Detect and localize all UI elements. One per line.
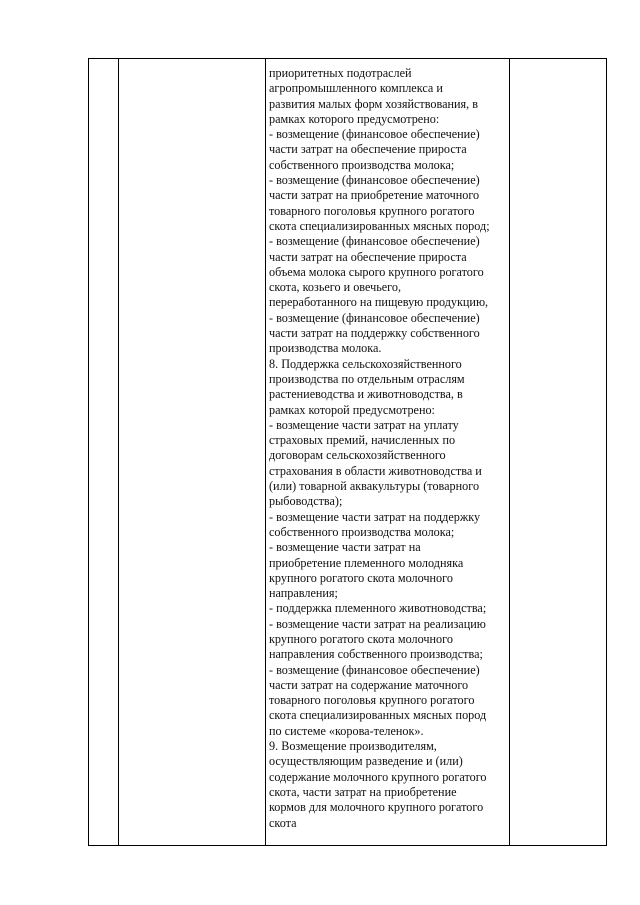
text-line: части затрат на приобретение маточного: [269, 188, 480, 203]
text-line: переработанного на пищевую продукцию,: [269, 295, 489, 310]
table-border-bottom: [88, 845, 607, 846]
text-line: - возмещение части затрат на уплату: [269, 417, 459, 432]
text-line: - возмещение части затрат на: [269, 540, 421, 555]
text-line: - возмещение части затрат на реализацию: [269, 616, 486, 631]
text-line: скота: [269, 815, 297, 830]
text-line: - возмещение (финансовое обеспечение): [269, 310, 480, 325]
text-line: части затрат на обеспечение прироста: [269, 249, 467, 264]
text-line: - возмещение (финансовое обеспечение): [269, 662, 480, 677]
text-line: приобретение племенного молодняка: [269, 555, 464, 570]
text-line: производства по отдельным отраслям: [269, 371, 465, 386]
text-line: страховых премий, начисленных по: [269, 433, 456, 448]
text-line: осуществляющим разведение и (или): [269, 754, 463, 769]
text-line: крупного рогатого скота молочного: [269, 631, 453, 646]
table-border-right: [606, 58, 607, 846]
table-border-top: [88, 58, 607, 59]
text-line: по системе «корова-теленок».: [269, 723, 424, 738]
text-line: скота, козьего и овечьего,: [269, 280, 402, 295]
text-line: направления;: [269, 586, 338, 601]
text-line: - поддержка племенного животноводства;: [269, 601, 487, 616]
text-line: страхования в области животноводства и: [269, 463, 482, 478]
text-line: растениеводства и животноводства, в: [269, 387, 463, 402]
text-line: - возмещение (финансовое обеспечение): [269, 234, 480, 249]
text-line: - возмещение (финансовое обеспечение): [269, 127, 480, 142]
text-line: скота специализированных мясных пород: [269, 708, 487, 723]
column-divider-1: [118, 58, 119, 846]
text-line: товарного поголовья крупного рогатого: [269, 203, 475, 218]
text-line: собственного производства молока;: [269, 524, 455, 539]
table-cell-text: [269, 66, 513, 831]
text-line: направления собственного производства;: [269, 647, 483, 662]
text-line: собственного производства молока;: [269, 157, 455, 172]
text-line: кормов для молочного крупного рогатого: [269, 800, 484, 815]
text-line: 8. Поддержка сельскохозяйственного: [269, 356, 462, 371]
text-line: объема молока сырого крупного рогатого: [269, 264, 484, 279]
text-line: - возмещение части затрат на поддержку: [269, 509, 481, 524]
text-line: части затрат на содержание маточного: [269, 677, 469, 692]
column-divider-2: [265, 58, 266, 846]
text-line: производства молока.: [269, 341, 382, 356]
text-line: части затрат на обеспечение прироста: [269, 142, 467, 157]
text-line: - возмещение (финансовое обеспечение): [269, 173, 480, 188]
text-line: товарного поголовья крупного рогатого: [269, 693, 475, 708]
text-line: приоритетных подотраслей: [269, 66, 412, 80]
text-line: (или) товарной аквакультуры (товарного: [269, 479, 480, 494]
text-line: содержание молочного крупного рогатого: [269, 769, 487, 784]
text-line: скота, части затрат на приобретение: [269, 784, 457, 799]
text-line: рамках которого предусмотрено:: [269, 111, 440, 126]
text-line: агропромышленного комплекса и: [269, 81, 443, 96]
text-line: договорам сельскохозяйственного: [269, 448, 446, 463]
text-line: скота специализированных мясных пород;: [269, 218, 490, 233]
text-line: крупного рогатого скота молочного: [269, 570, 453, 585]
text-line: рамках которой предусмотрено:: [269, 402, 435, 417]
text-line: развития малых форм хозяйствования, в: [269, 96, 478, 111]
text-line: части затрат на поддержку собственного: [269, 326, 480, 341]
table-border-left: [88, 58, 89, 846]
text-line: рыбоводства);: [269, 494, 343, 509]
text-line: 9. Возмещение производителям,: [269, 739, 437, 754]
